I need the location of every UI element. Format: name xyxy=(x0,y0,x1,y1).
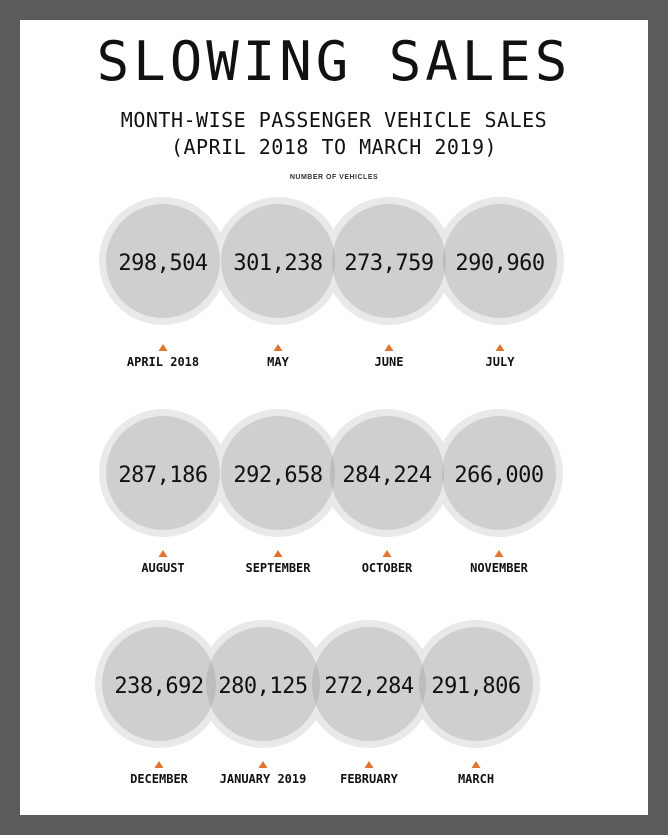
subtitle-line-2: (APRIL 2018 TO MARCH 2019) xyxy=(170,135,498,159)
value-label: 272,284 xyxy=(324,674,414,699)
month-label: MARCH xyxy=(457,772,495,786)
marker-triangle xyxy=(383,550,392,557)
marker-triangle xyxy=(365,761,374,768)
sales-bubble-chart xyxy=(20,20,648,815)
month-label: FEBRUARY xyxy=(340,772,398,786)
month-label: OCTOBER xyxy=(361,561,413,575)
value-label: 291,806 xyxy=(431,674,521,699)
value-label: 266,000 xyxy=(454,463,544,488)
value-label: 284,224 xyxy=(342,463,432,488)
month-label: DECEMBER xyxy=(130,772,188,786)
marker-triangle xyxy=(274,344,283,351)
value-label: 290,960 xyxy=(455,251,545,276)
marker-triangle xyxy=(495,550,504,557)
month-label: APRIL 2018 xyxy=(126,355,200,369)
month-label: SEPTEMBER xyxy=(245,561,311,575)
infographic-card xyxy=(20,20,648,815)
value-label: 273,759 xyxy=(344,251,434,276)
value-label: 298,504 xyxy=(118,251,208,276)
subtitle-line-1: MONTH-WISE PASSENGER VEHICLE SALES xyxy=(120,108,548,132)
value-label: 280,125 xyxy=(218,674,308,699)
value-label: 287,186 xyxy=(118,463,208,488)
value-label: 301,238 xyxy=(233,251,323,276)
page-title: SLOWING SALES xyxy=(96,30,572,93)
marker-triangle xyxy=(274,550,283,557)
value-label: 238,692 xyxy=(114,674,204,699)
value-label: 292,658 xyxy=(233,463,323,488)
unit-label: NUMBER OF VEHICLES xyxy=(289,174,379,181)
month-label: JULY xyxy=(485,355,515,369)
month-label: JUNE xyxy=(374,355,404,369)
marker-triangle xyxy=(155,761,164,768)
marker-triangle xyxy=(159,550,168,557)
marker-triangle xyxy=(159,344,168,351)
month-label: JANUARY 2019 xyxy=(219,772,307,786)
marker-triangle xyxy=(472,761,481,768)
month-label: AUGUST xyxy=(141,561,185,575)
marker-triangle xyxy=(385,344,394,351)
marker-triangle xyxy=(259,761,268,768)
marker-triangle xyxy=(496,344,505,351)
month-label: NOVEMBER xyxy=(470,561,528,575)
month-label: MAY xyxy=(267,355,289,369)
